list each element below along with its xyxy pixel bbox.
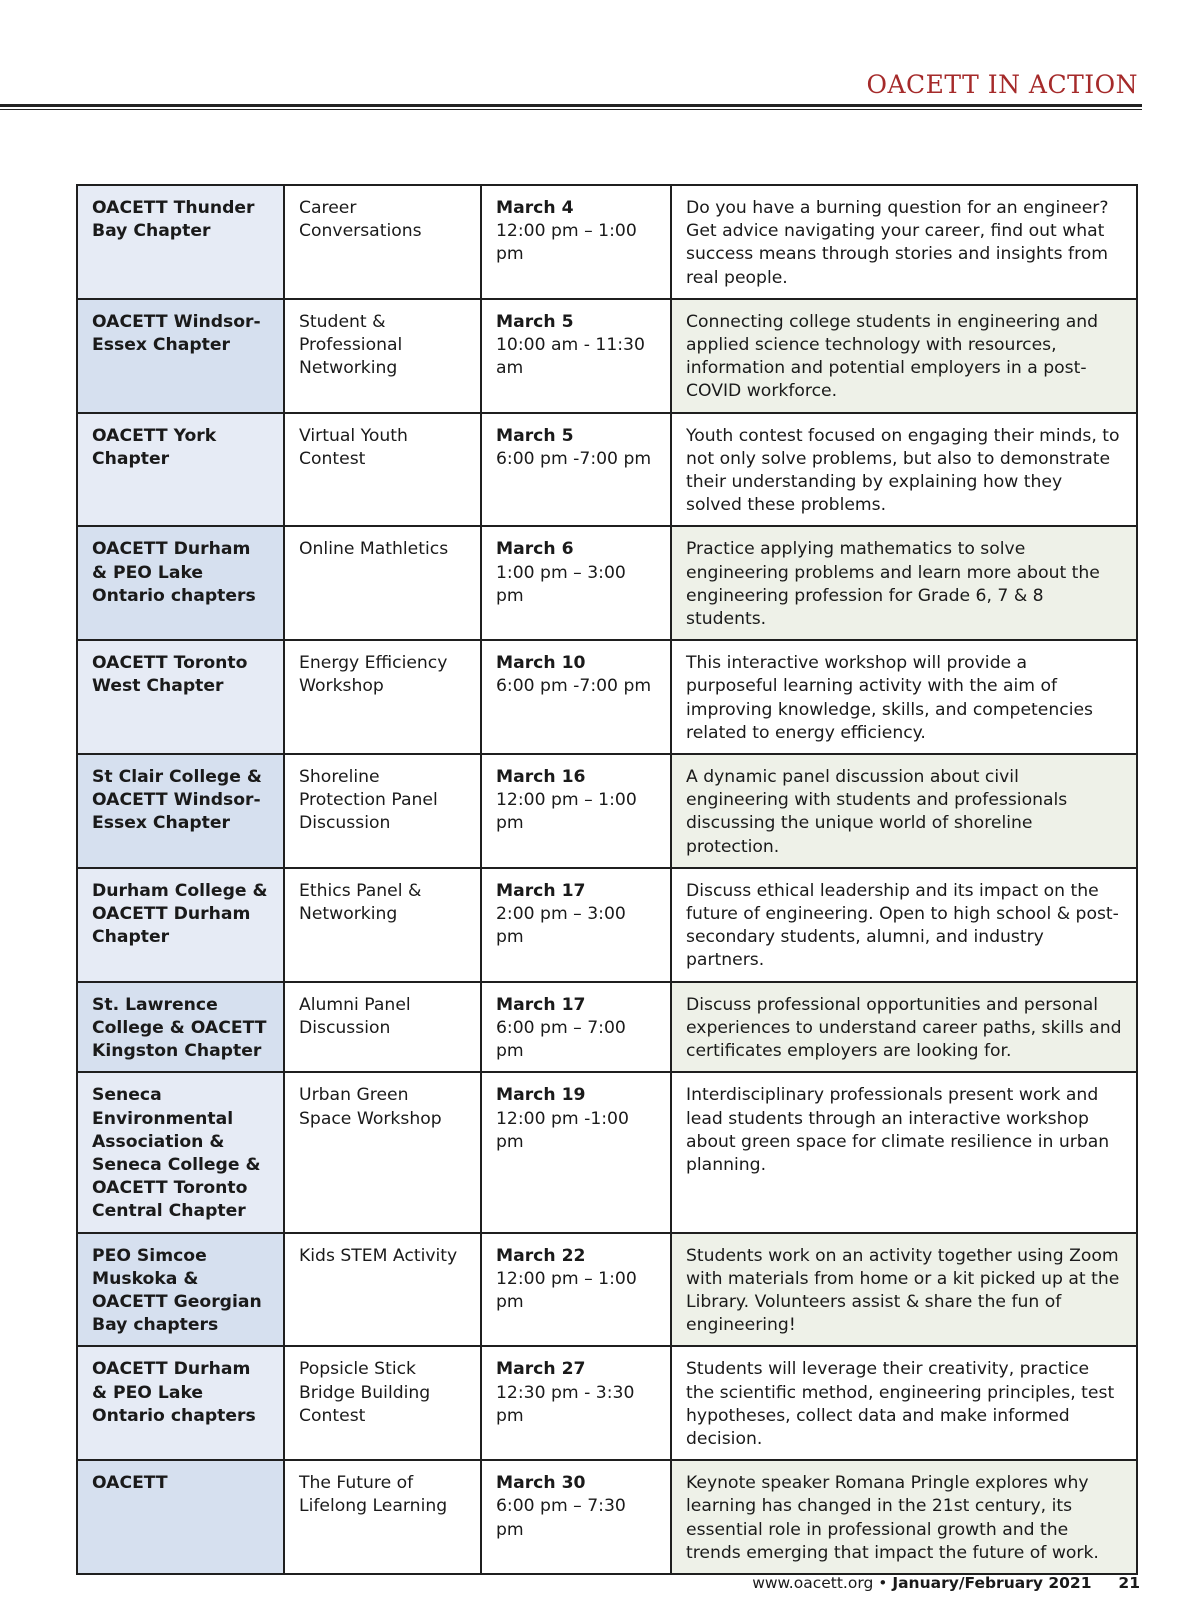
table-row [77, 868, 1137, 982]
table-row [77, 754, 1137, 868]
event-date: March 17 [496, 880, 586, 901]
event-date: March 27 [496, 1359, 586, 1380]
table-row [77, 413, 1137, 527]
description-cell: Students work on an activity together using Zoom with materials from home or a kit picked up at the Library. Volunteers assist & share the fun of engineering! [671, 1233, 1137, 1347]
description-cell: This interactive workshop will provide a purposeful learning activity with the aim of improving knowledge, skills, and competencies related to energy efficiency. [671, 640, 1137, 754]
date-cell [481, 185, 671, 299]
organizer-cell: PEO Simcoe Muskoka & OACETT Georgian Bay chapters [77, 1233, 284, 1347]
footer-separator: • [878, 1574, 888, 1592]
event-date: March 17 [496, 994, 586, 1015]
event-time: 12:00 pm – 1:00 pm [496, 790, 637, 834]
date-cell [481, 413, 671, 527]
footer-issue: January/February 2021 [892, 1574, 1092, 1592]
event-name-cell: Kids STEM Activity [284, 1233, 481, 1347]
organizer-cell: OACETT Thunder Bay Chapter [77, 185, 284, 299]
footer-website: www.oacett.org [752, 1574, 874, 1592]
event-time: 6:00 pm -7:00 pm [496, 448, 652, 469]
description-cell: Students will leverage their creativity, practice the scientific method, engineering principles, test hypotheses, collect data and make informed decision. [671, 1346, 1137, 1460]
organizer-cell: OACETT Durham & PEO Lake Ontario chapters [77, 1346, 284, 1460]
event-name-cell: Energy Efficiency Workshop [284, 640, 481, 754]
table-row [77, 1346, 1137, 1460]
date-cell [481, 299, 671, 413]
event-name-cell: Ethics Panel & Networking [284, 868, 481, 982]
event-name-cell: Alumni Panel Discussion [284, 982, 481, 1073]
event-time: 6:00 pm – 7:00 pm [496, 1017, 626, 1062]
table-row [77, 1072, 1137, 1232]
event-name-cell: Career Conversations [284, 185, 481, 299]
event-name-cell: Shoreline Protection Panel Discussion [284, 754, 481, 868]
table-row [77, 185, 1137, 299]
event-date: March 6 [496, 539, 574, 560]
event-name-cell: Virtual Youth Contest [284, 413, 481, 527]
event-date: March 16 [496, 767, 586, 788]
table-row [77, 1460, 1137, 1574]
event-date: March 5 [496, 425, 574, 446]
event-date: March 19 [496, 1085, 586, 1106]
event-name-cell: The Future of Lifelong Learning [284, 1460, 481, 1574]
date-cell [481, 868, 671, 982]
organizer-cell: Seneca Environmental Association & Seneca College & OACETT Toronto Central Chapter [77, 1072, 284, 1232]
table-row [77, 526, 1137, 640]
description-cell: A dynamic panel discussion about civil engineering with students and professionals discussing the unique world of shoreline protection. [671, 754, 1137, 868]
date-cell [481, 1460, 671, 1574]
organizer-cell: St Clair College & OACETT Windsor-Essex Chapter [77, 754, 284, 868]
table-row [77, 1233, 1137, 1347]
description-cell: Youth contest focused on engaging their minds, to not only solve problems, but also to demonstrate their understanding by explaining how they solved these problems. [671, 413, 1137, 527]
date-cell [481, 754, 671, 868]
organizer-cell: St. Lawrence College & OACETT Kingston Chapter [77, 982, 284, 1073]
organizer-cell: Durham College & OACETT Durham Chapter [77, 868, 284, 982]
event-time: 12:30 pm - 3:30 pm [496, 1382, 635, 1426]
event-name-cell: Student & Professional Networking [284, 299, 481, 413]
description-cell: Practice applying mathematics to solve engineering problems and learn more about the engineering profession for Grade 6, 7 & 8 students. [671, 526, 1137, 640]
event-time: 12:00 pm -1:00 pm [496, 1108, 629, 1152]
section-title: OACETT IN ACTION [866, 70, 1138, 99]
date-cell [481, 1072, 671, 1232]
date-cell [481, 1233, 671, 1347]
organizer-cell: OACETT York Chapter [77, 413, 284, 527]
description-cell: Discuss professional opportunities and personal experiences to understand career paths, skills and certificates employers are looking for. [671, 982, 1137, 1073]
event-time: 12:00 pm – 1:00 pm [496, 1268, 637, 1312]
description-cell: Keynote speaker Romana Pringle explores why learning has changed in the 21st century, its essential role in professional growth and the trends emerging that impact the future of work. [671, 1460, 1137, 1574]
description-cell: Interdisciplinary professionals present work and lead students through an interactive workshop about green space for climate resilience in urban planning. [671, 1072, 1137, 1232]
description-cell: Connecting college students in engineering and applied science technology with resources, information and potential employers in a post-COVID workforce. [671, 299, 1137, 413]
event-date: March 4 [496, 198, 574, 218]
table-row [77, 299, 1137, 413]
event-name-cell: Popsicle Stick Bridge Building Contest [284, 1346, 481, 1460]
organizer-cell: OACETT Toronto West Chapter [77, 640, 284, 754]
table-row [77, 640, 1137, 754]
header-rule-thick [0, 104, 1142, 107]
page-number: 21 [1118, 1574, 1140, 1592]
date-cell [481, 1346, 671, 1460]
event-name-cell: Online Mathletics [284, 526, 481, 640]
event-time: 10:00 am - 11:30 am [496, 335, 645, 379]
table-row [77, 982, 1137, 1073]
description-cell: Discuss ethical leadership and its impact on the future of engineering. Open to high school & post-secondary students, alumni, and industry partners. [671, 868, 1137, 982]
event-date: March 5 [496, 311, 574, 332]
date-cell [481, 526, 671, 640]
event-time: 6:00 pm – 7:30 pm [496, 1496, 626, 1540]
event-name-cell: Urban Green Space Workshop [284, 1072, 481, 1232]
organizer-cell: OACETT [77, 1460, 284, 1574]
events-table [76, 184, 1138, 1575]
event-time: 2:00 pm – 3:00 pm [496, 904, 626, 948]
event-time: 6:00 pm -7:00 pm [496, 676, 652, 697]
event-date: March 10 [496, 653, 586, 674]
page-footer [752, 1574, 1140, 1592]
header-rule-thin [0, 109, 1142, 110]
date-cell [481, 640, 671, 754]
event-time: 1:00 pm – 3:00 pm [496, 562, 626, 606]
description-cell: Do you have a burning question for an engineer? Get advice navigating your career, find out what success means through stories and insights from real people. [671, 185, 1137, 299]
organizer-cell: OACETT Durham & PEO Lake Ontario chapters [77, 526, 284, 640]
event-date: March 22 [496, 1245, 586, 1266]
date-cell [481, 982, 671, 1073]
organizer-cell: OACETT Windsor-Essex Chapter [77, 299, 284, 413]
event-date: March 30 [496, 1473, 586, 1494]
event-time: 12:00 pm – 1:00 pm [496, 221, 637, 265]
